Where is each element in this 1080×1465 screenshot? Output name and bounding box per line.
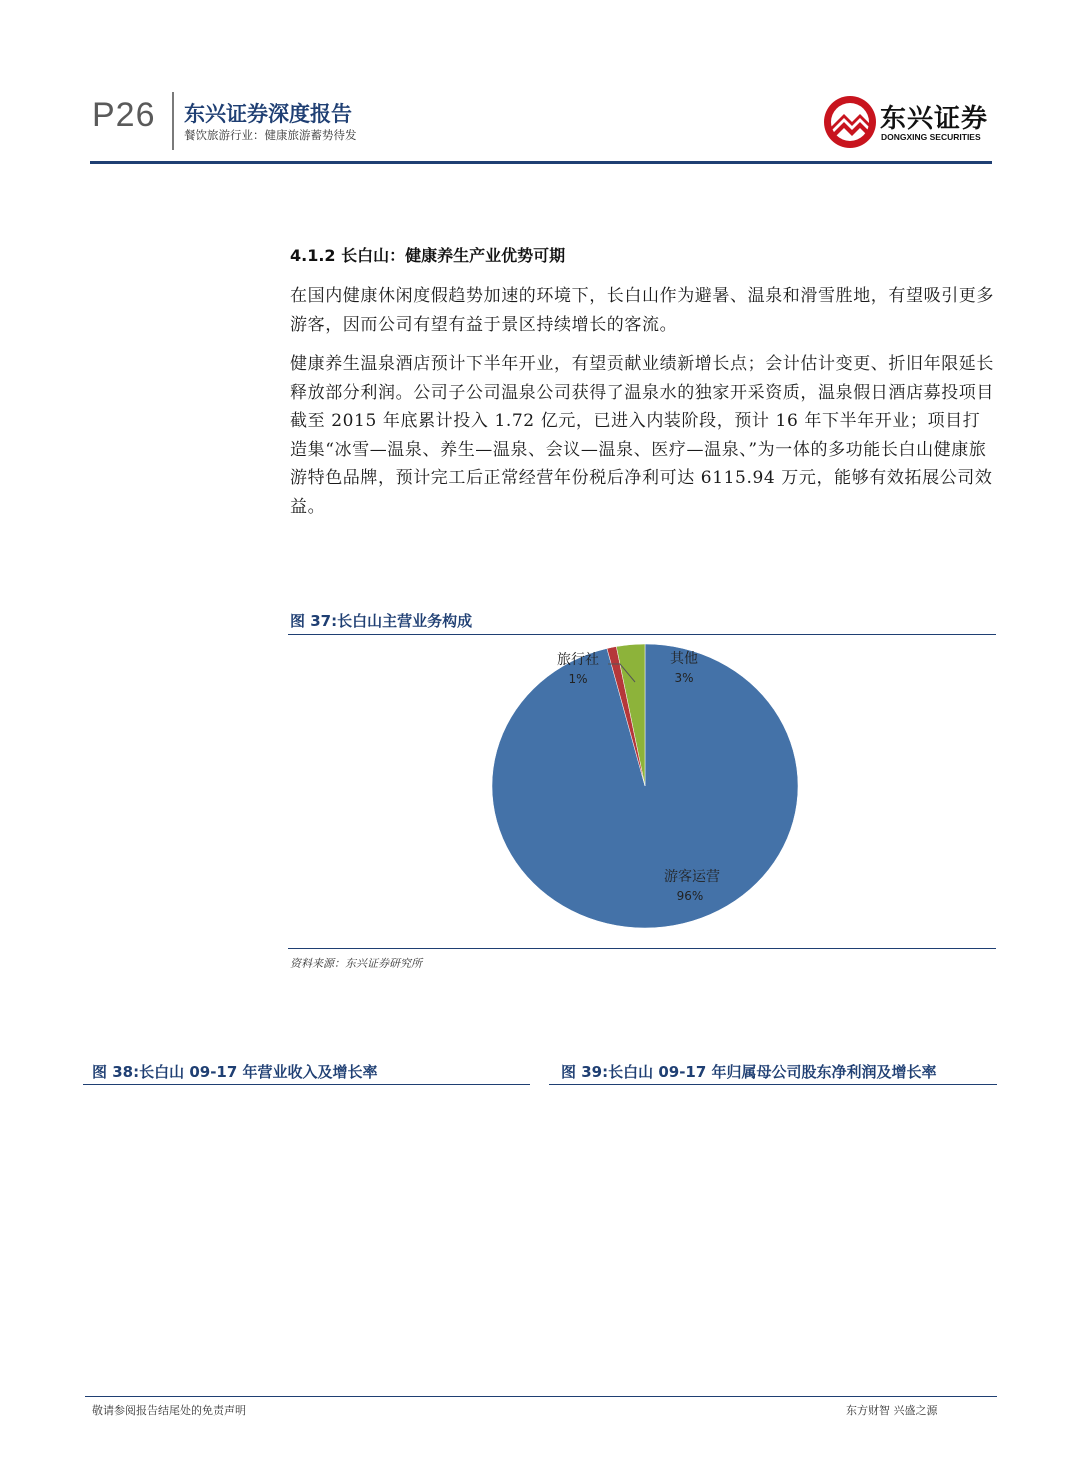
paragraph-1: 在国内健康休闲度假趋势加速的环境下，长白山作为避暑、温泉和滑雪胜地，有望吸引更多游客，因而公司有望有益于景区持续增长的客流。 — [290, 286, 994, 335]
figure-source: 资料来源：东兴证券研究所 — [290, 957, 422, 970]
slice-label-other: 其他 — [670, 651, 698, 667]
slice-label-travel: 旅行社 — [557, 652, 599, 668]
paragraph-2: 健康养生温泉酒店预计下半年开业，有望贡献业绩新增长点；会计估计变更、折旧年限延长释放部分利润。公司子公司温泉公司获得了温泉水的独家开采资质，温泉假日酒店募投项目截至 2015 年底累计投入 1.72 亿元，已进入内装阶段，预计 16 年下半年开业；项目打造集“冰雪—温泉、养生—温泉、会议—温泉、医疗—温泉、”为一体的多功能长白山健康旅游特色品牌，预计完工后正常经营年份税后净利可达 6115.94 万元，能够有效拓展公司效益。 — [290, 354, 994, 517]
header-rule — [90, 161, 992, 164]
report-title: 东兴证券深度报告 — [184, 102, 352, 126]
figure-39-title: 图 39:长白山 09-17 年归属母公司股东净利润及增长率 — [561, 1063, 937, 1081]
figure-39-rule — [549, 1084, 997, 1085]
slice-label-main: 游客运营 — [664, 869, 720, 885]
page-number: P26 — [92, 96, 156, 134]
figure-38-rule — [83, 1084, 530, 1085]
slice-value-travel: 1% — [568, 672, 588, 686]
logo-text-en: DONGXING SECURITIES — [881, 132, 981, 142]
figure-37-title: 图 37:长白山主营业务构成 — [290, 612, 473, 630]
pie-chart — [440, 640, 820, 940]
footer-disclaimer: 敬请参阅报告结尾处的免责声明 — [92, 1404, 246, 1417]
logo-text-cn: 东兴证券 — [880, 104, 989, 134]
figure-37-bottom-rule — [288, 948, 996, 949]
figure-38-title: 图 38:长白山 09-17 年营业收入及增长率 — [92, 1063, 378, 1081]
footer-slogan: 东方财智 兴盛之源 — [846, 1404, 938, 1417]
slice-value-other: 3% — [674, 671, 694, 685]
report-subtitle: 餐饮旅游行业：健康旅游蓄势待发 — [184, 128, 357, 142]
company-logo-icon — [822, 94, 878, 150]
footer-rule — [85, 1396, 997, 1397]
section-heading: 4.1.2 长白山：健康养生产业优势可期 — [290, 246, 566, 265]
slice-value-main: 96% — [676, 889, 704, 903]
figure-37-top-rule — [288, 634, 996, 635]
header-divider — [172, 92, 174, 150]
